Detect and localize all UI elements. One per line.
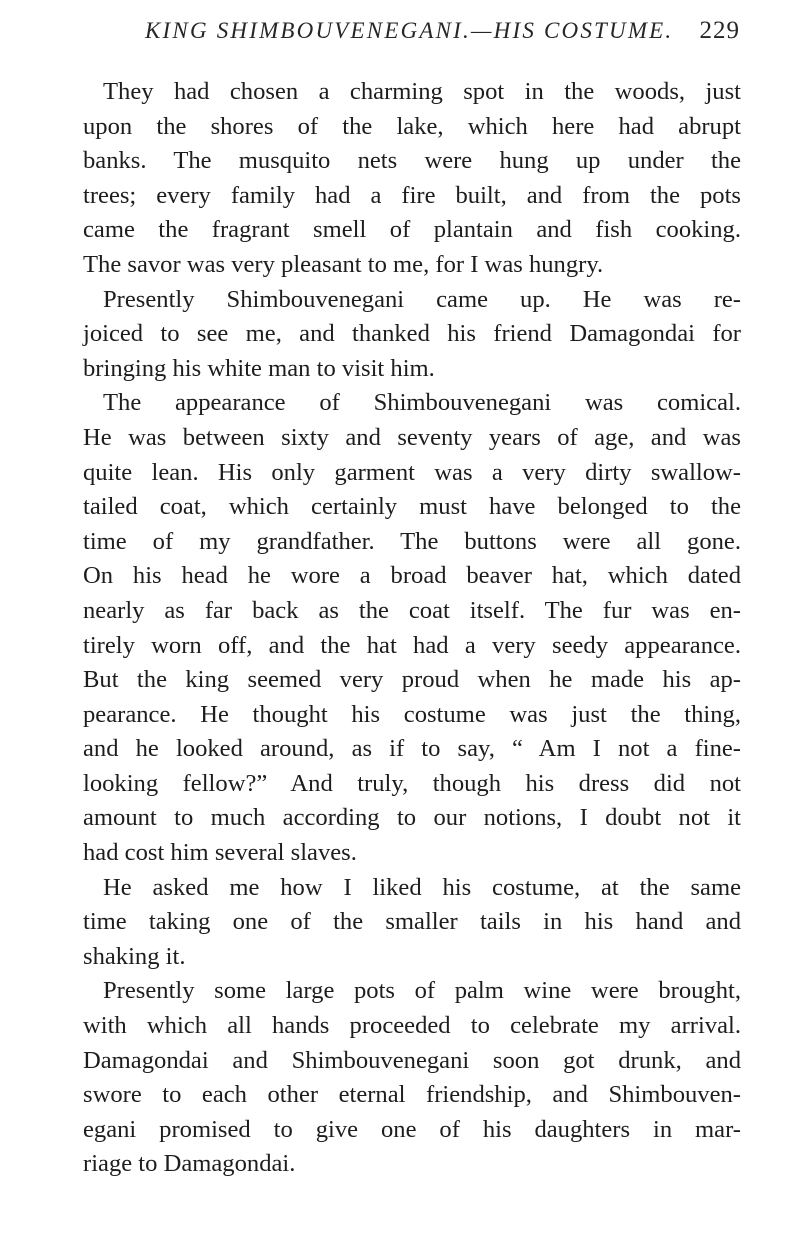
text-line: quite lean. His only garment was a very dirty swallow- [83,458,741,486]
text-line: swore to each other eternal friendship, and Shimbouven- [83,1081,741,1109]
text-line: and he looked around, as if to say, “ Am I not a fine- [83,735,741,763]
running-title: KING SHIMBOUVENEGANI.—HIS COSTUME. [145,18,674,43]
text-line: tailed coat, which certainly must have belonged to the [83,493,741,521]
text-line: Damagondai and Shimbouvenegani soon got drunk, and [83,1046,741,1074]
text-line: The savor was very pleasant to me, for I was hungry. [83,250,604,278]
text-line: The appearance of Shimbouvenegani was comical. [103,389,741,417]
text-line: On his head he wore a broad beaver hat, which dated [83,562,741,590]
text-line: with which all hands proceeded to celebrate my arrival. [83,1012,741,1040]
page-number: 229 [699,17,740,44]
text-line: joiced to see me, and thanked his friend Damagondai for [83,320,741,348]
text-line: riage to Damagondai. [83,1150,296,1178]
text-line: Presently Shimbouvenegani came up. He was re- [103,285,741,313]
text-line: They had chosen a charming spot in the woods, just [103,78,741,105]
text-line: He asked me how I liked his costume, at the same [103,873,741,901]
text-line: time taking one of the smaller tails in his hand and [83,908,741,936]
running-head [145,14,740,48]
text-line: upon the shores of the lake, which here had abrupt [83,112,741,140]
body-text [83,75,741,1182]
text-line: trees; every family had a fire built, and from the pots [83,181,741,209]
text-line: nearly as far back as the coat itself. The fur was en- [83,596,741,624]
text-line: tirely worn off, and the hat had a very seedy appearance. [83,631,741,659]
text-line: Presently some large pots of palm wine were brought, [103,977,741,1005]
text-line: pearance. He thought his costume was just the thing, [83,700,741,728]
text-line: But the king seemed very proud when he made his ap- [83,666,741,694]
text-line: banks. The musquito nets were hung up under the [83,147,741,175]
text-line: had cost him several slaves. [83,839,357,867]
text-line: egani promised to give one of his daughters in mar- [83,1115,741,1143]
text-line: time of my grandfather. The buttons were all gone. [83,527,741,555]
text-line: He was between sixty and seventy years of age, and was [83,423,741,451]
text-line: amount to much according to our notions, I doubt not it [83,804,741,832]
text-line: came the fragrant smell of plantain and fish cooking. [83,216,741,244]
text-line: shaking it. [83,942,186,970]
text-line: looking fellow?” And truly, though his dress did not [83,769,741,797]
text-line: bringing his white man to visit him. [83,354,435,382]
